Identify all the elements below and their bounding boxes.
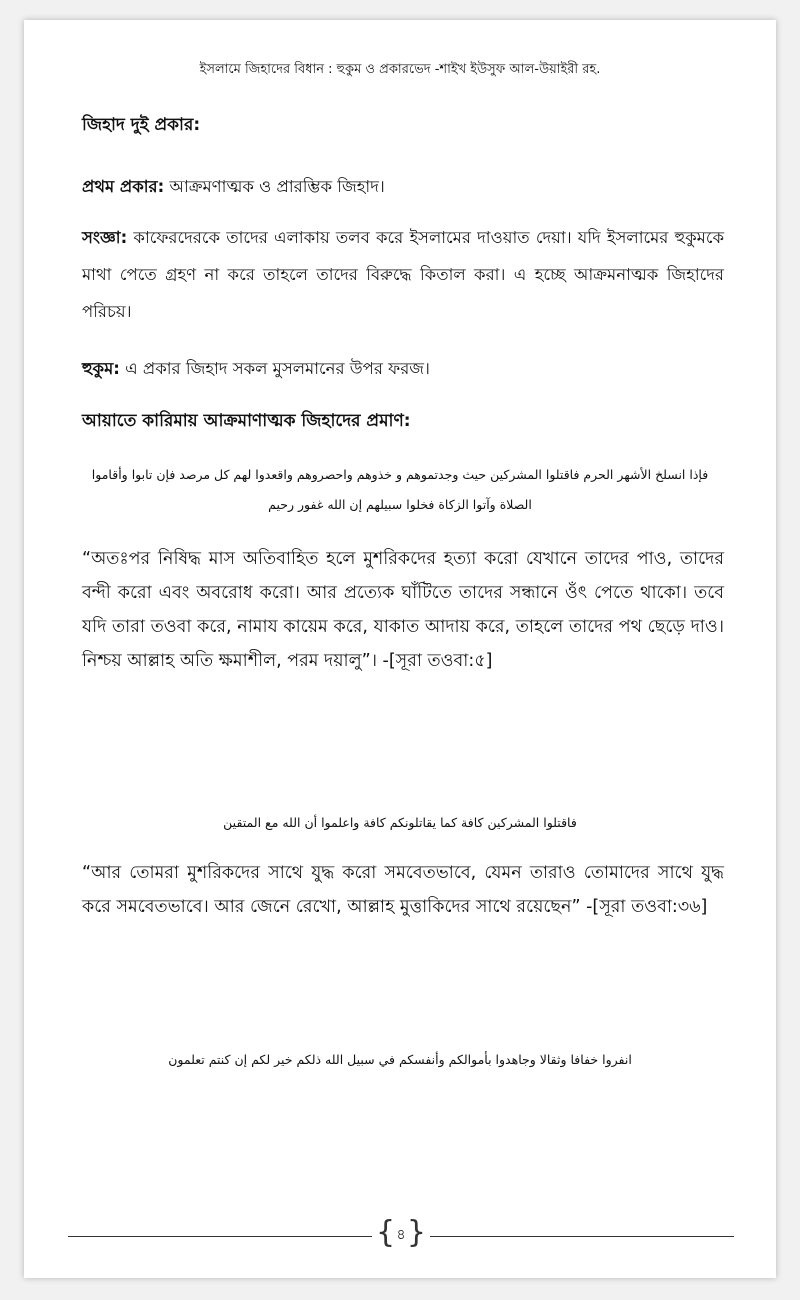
definition-label: সংজ্ঞা: [82,228,128,247]
footer-rule-right [430,1236,734,1237]
footer-rule-left [68,1236,372,1237]
left-brace-icon: { [376,1215,396,1250]
paragraph-first-type [82,172,724,202]
arabic-verse-2: فاقتلوا المشركين كافة كما يقاتلونكم كافة واعلموا أن الله مع المتقين [223,815,577,830]
paragraph-definition [82,219,724,330]
paragraph-ruling [82,354,724,384]
ruling-text: এ প্রকার জিহাদ সকল মুসলমানের উপর ফরজ। [119,359,430,378]
arabic-verse-3: انفروا خفافا وثقالا وجاهدوا بأموالكم وأنفسكم في سبيل الله ذلكم خير لكم إن كنتم تعلمون [168,1052,632,1067]
arabic-verse-1: فإذا انسلخ الأشهر الحرم فاقتلوا المشركين حيث وجدتموهم و خذوهم واحصروهم واقعدوا لهم كل مرصد فإن تابوا وأقاموا الصلاة وآتوا الزكاة فخلوا سبيلهم إن الله غفور رحيم [91,467,709,512]
heading-jihad-types: জিহাদ দুই প্রকার: [82,115,201,135]
page-number-box [374,1215,428,1251]
page-number: ৪ [396,1227,406,1243]
translation-verse-1: “অতঃপর নিষিদ্ধ মাস অতিবাহিত হলে মুশরিকদের হত্যা করো যেখানে তাদের পাও, তাদের বন্দী করো এবং অবরোধ করো। আর প্রত্যেক ঘাঁটিতে তাদের সন্ধানে ওঁৎ পেতে থাকো। তবে যদি তারা তওবা করে, নামায কায়েম করে, যাকাত আদায় করে, তাহলে তাদের পথ ছেড়ে দাও। নিশ্চয় আল্লাহ অতি ক্ষমাশীল, পরম দয়ালু”। -[সূরা তওবা:৫] [82,549,724,671]
first-type-label: প্রথম প্রকার: [82,177,165,196]
right-brace-icon: } [406,1215,426,1250]
definition-text: কাফেরদেরকে তাদের এলাকায় তলব করে ইসলামের দাওয়াত দেয়া। যদি ইসলামের হুকুমকে মাথা পেতে গ্রহণ না করে তাহলে তাদের বিরুদ্ধে কিতাল করা। এ হচ্ছে আক্রমনাত্মক জিহাদের পরিচয়। [82,228,724,321]
first-type-text: আক্রমণাত্মক ও প্রারম্ভিক জিহাদ। [164,177,385,196]
document-page [24,20,776,1278]
running-header: ইসলামে জিহাদের বিধান : হুকুম ও প্রকারভেদ -শাইখ ইউসুফ আল-উয়াইরী রহ. [199,62,601,77]
heading-proof: আয়াতে কারিমায় আক্রমাণাত্মক জিহাদের প্রমাণ: [82,411,411,431]
ruling-label: হুকুম: [82,359,120,378]
translation-verse-2: “আর তোমরা মুশরিকদের সাথে যুদ্ধ করো সমবেতভাবে, যেমন তারাও তোমাদের সাথে যুদ্ধ করে সমবেতভাবে। আর জেনে রেখো, আল্লাহ মুত্তাকিদের সাথে রয়েছেন” -[সূরা তওবা:৩৬] [82,863,724,917]
